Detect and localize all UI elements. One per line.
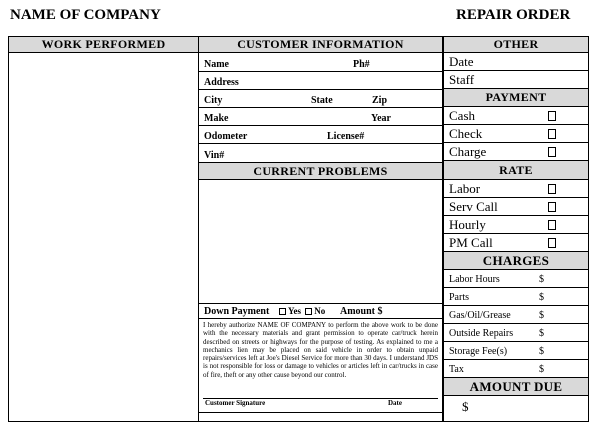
currency-symbol: $ — [539, 346, 544, 357]
vin-label: Vin# — [204, 150, 225, 161]
signature-date-label: Date — [388, 399, 402, 407]
hourly-checkbox[interactable] — [548, 220, 556, 230]
form-title: REPAIR ORDER — [456, 7, 571, 23]
company-name: NAME OF COMPANY — [10, 7, 161, 23]
charges-heading: CHARGES — [444, 252, 588, 270]
down-payment-row — [199, 304, 442, 319]
yes-label: Yes — [288, 306, 301, 316]
currency-symbol: $ — [539, 364, 544, 375]
charge-item-row[interactable] — [444, 288, 588, 306]
cash-row — [444, 107, 588, 125]
serv-call-row — [444, 198, 588, 216]
make-row[interactable] — [199, 108, 442, 126]
make-label: Make — [204, 113, 229, 124]
hourly-row — [444, 216, 588, 234]
staff-row[interactable] — [444, 71, 588, 89]
city-row[interactable] — [199, 90, 442, 108]
charge-item-label: Labor Hours — [449, 274, 500, 285]
address-row[interactable] — [199, 72, 442, 90]
state-label: State — [311, 95, 333, 106]
license-label: License# — [327, 131, 365, 142]
rate-heading: RATE — [444, 161, 588, 180]
customer-info-heading: CUSTOMER INFORMATION — [199, 37, 442, 53]
charge-item-row[interactable] — [444, 360, 588, 378]
labor-label: Labor — [449, 181, 481, 196]
payment-heading: PAYMENT — [444, 89, 588, 107]
staff-label: Staff — [449, 72, 475, 87]
charge-checkbox[interactable] — [548, 147, 556, 157]
amount-due-heading: AMOUNT DUE — [444, 378, 588, 396]
cash-label: Cash — [449, 108, 475, 123]
other-date-label: Date — [449, 54, 474, 69]
down-payment-label: Down Payment — [204, 306, 270, 317]
cash-checkbox[interactable] — [548, 111, 556, 121]
odometer-label: Odometer — [204, 131, 248, 142]
signature-field[interactable] — [199, 412, 442, 413]
name-label: Name — [204, 59, 229, 70]
charge-item-label: Outside Repairs — [449, 328, 514, 339]
current-problems-heading: CURRENT PROBLEMS — [199, 162, 442, 180]
work-performed-area[interactable] — [9, 54, 198, 421]
charge-label: Charge — [449, 144, 487, 159]
other-date-row[interactable] — [444, 53, 588, 71]
no-checkbox[interactable] — [305, 308, 312, 315]
currency-symbol: $ — [539, 328, 544, 339]
vin-row[interactable] — [199, 144, 442, 162]
charge-item-row[interactable] — [444, 270, 588, 288]
check-label: Check — [449, 126, 483, 141]
currency-symbol: $ — [539, 292, 544, 303]
pm-call-row — [444, 234, 588, 252]
charge-item-row[interactable] — [444, 306, 588, 324]
current-problems-area[interactable] — [199, 180, 442, 304]
serv-call-label: Serv Call — [449, 199, 498, 214]
name-row[interactable] — [199, 54, 442, 72]
amount-label: Amount $ — [340, 306, 383, 317]
amount-due-field[interactable] — [444, 396, 588, 421]
no-label: No — [314, 306, 326, 316]
charge-item-label: Gas/Oil/Grease — [449, 310, 511, 321]
charge-item-label: Tax — [449, 364, 464, 375]
check-checkbox[interactable] — [548, 129, 556, 139]
authorization-text: I hereby authorize NAME OF COMPANY to perform the above work to be done with the necessary materials and grant permission to operate car/truck herein described on streets or highways for the purpose of testing. As explained to me a mechanics lien may be placed on said vehicle in order to obtain unpaid repairs/services left at Joe's Diesel Service for more than 30 days. I understand JDS is not responsible for loss or damage to vehicles or articles left in car/trucks in case of fire, theft or any other cause beyond our control. — [203, 321, 438, 379]
labor-checkbox[interactable] — [548, 184, 556, 194]
pm-call-checkbox[interactable] — [548, 238, 556, 248]
address-label: Address — [204, 77, 239, 88]
check-row — [444, 125, 588, 143]
amount-due-currency: $ — [462, 399, 469, 414]
year-label: Year — [371, 113, 391, 124]
signature-label: Customer Signature — [205, 399, 266, 407]
charge-item-label: Storage Fee(s) — [449, 346, 508, 357]
zip-label: Zip — [372, 95, 388, 106]
labor-row — [444, 180, 588, 198]
other-heading: OTHER — [444, 37, 588, 53]
phone-label: Ph# — [353, 59, 370, 70]
charge-item-row[interactable] — [444, 342, 588, 360]
odometer-row[interactable] — [199, 126, 442, 144]
work-performed-heading: WORK PERFORMED — [9, 37, 198, 53]
charge-item-row[interactable] — [444, 324, 588, 342]
hourly-label: Hourly — [449, 217, 486, 232]
charge-row — [444, 143, 588, 161]
serv-call-checkbox[interactable] — [548, 202, 556, 212]
city-label: City — [204, 95, 223, 106]
currency-symbol: $ — [539, 310, 544, 321]
yes-checkbox[interactable] — [279, 308, 286, 315]
pm-call-label: PM Call — [449, 235, 493, 250]
currency-symbol: $ — [539, 274, 544, 285]
charge-item-label: Parts — [449, 292, 469, 303]
